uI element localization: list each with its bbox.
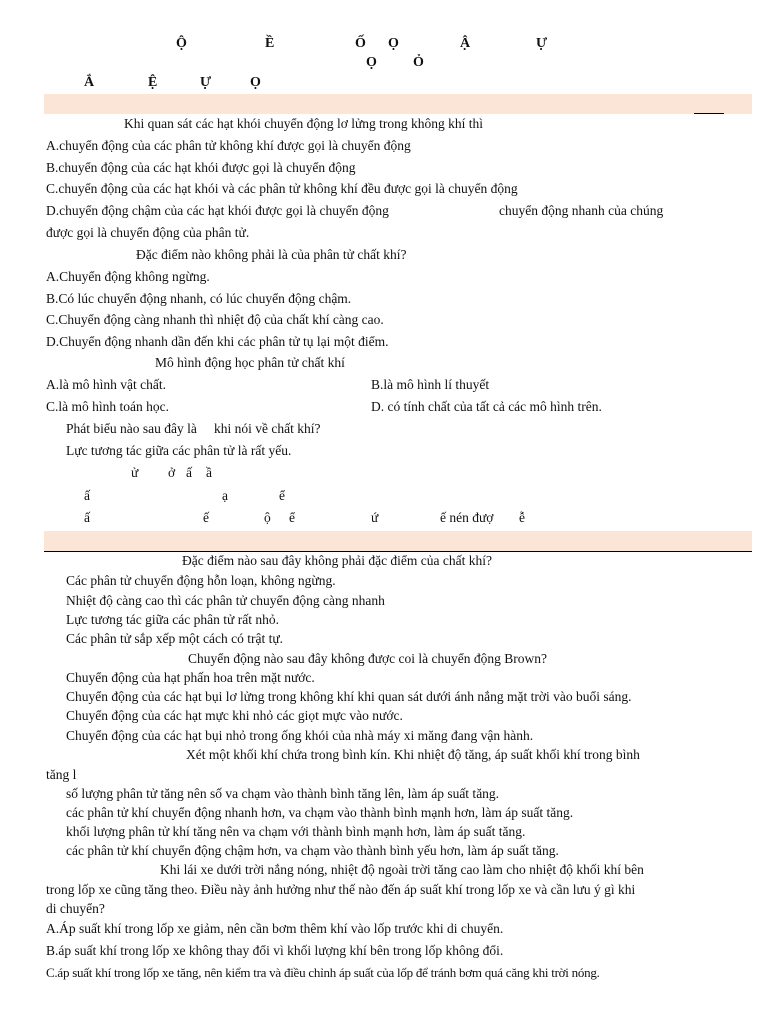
question-stem: trong lốp xe cũng tăng theo. Điều này ảnh hưởng như thế nào đến áp suất khí trong lốp xe và cần lưu ý gì khi: [46, 882, 636, 897]
header-fragment: Ắ: [84, 75, 95, 90]
answer-option: B.Có lúc chuyển động nhanh, có lúc chuyển động chậm.: [46, 291, 352, 306]
header-fragment: Ự: [200, 75, 212, 90]
answer-option: số lượng phân tử tăng nên số va chạm vào thành bình tăng lên, làm áp suất tăng.: [66, 786, 500, 801]
answer-option: Nhiệt độ càng cao thì các phân tử chuyển động càng nhanh: [66, 593, 385, 608]
answer-option: D. có tính chất của tất cả các mô hình trên.: [371, 399, 602, 414]
text-fragment: ể: [279, 488, 285, 503]
text-fragment: ễ: [519, 510, 525, 525]
text-fragment: ấ: [186, 465, 192, 480]
header-fragment: Ệ: [148, 75, 158, 90]
header-fragment: Ộ: [176, 36, 187, 51]
answer-option: chuyển động nhanh của chúng: [499, 203, 664, 218]
answer-option: Chuyển động của các hạt bụi nhỏ trong ống khói của nhà máy xi măng đang vận hành.: [66, 728, 534, 743]
header-fragment: Ự: [536, 36, 548, 51]
answer-option: Các phân tử sắp xếp một cách có trật tự.: [66, 631, 284, 646]
question-stem: Mô hình động học phân tử chất khí: [155, 355, 345, 370]
answer-option: C.áp suất khí trong lốp xe tăng, nên kiểm tra và điều chỉnh áp suất của lốp để tránh bơm quá căng khi trời nóng.: [46, 965, 600, 980]
section-band: [44, 531, 752, 551]
question-stem: Khi lái xe dưới trời nắng nóng, nhiệt độ ngoài trời tăng cao làm cho nhiệt độ khối khí bên: [160, 862, 644, 877]
text-fragment: ấ: [84, 488, 90, 503]
text-fragment: ạ: [222, 488, 228, 503]
question-stem: Khi quan sát các hạt khói chuyển động lơ lửng trong không khí thì: [124, 116, 484, 131]
text-fragment: ộ: [264, 510, 271, 525]
answer-option: B.chuyển động của các hạt khói được gọi là chuyển động: [46, 160, 356, 175]
question-stem: Đặc điểm nào sau đây không phải đặc điểm của chất khí?: [182, 553, 493, 568]
answer-option: B.là mô hình lí thuyết: [371, 377, 490, 392]
question-stem: khi nói về chất khí?: [214, 421, 321, 436]
text-fragment: ế: [203, 510, 209, 525]
answer-option: D.Chuyển động nhanh dần đến khi các phân tử tụ lại một điểm.: [46, 334, 389, 349]
question-stem: Đặc điểm nào không phải là của phân tử chất khí?: [136, 247, 407, 262]
answer-option: C.chuyển động của các hạt khói và các phân tử không khí đều được gọi là chuyển động: [46, 181, 518, 196]
question-stem: Chuyển động nào sau đây không được coi là chuyển động Brown?: [188, 651, 548, 666]
question-stem: Xét một khối khí chứa trong bình kín. Khi nhiệt độ tăng, áp suất khối khí trong bình: [186, 747, 640, 762]
section-band: [44, 94, 752, 114]
answer-option: C.là mô hình toán học.: [46, 399, 169, 414]
answer-option: A.Áp suất khí trong lốp xe giảm, nên cần bơm thêm khí vào lốp trước khi di chuyển.: [46, 921, 504, 936]
answer-option: A.chuyển động của các phân tử không khí được gọi là chuyển động: [46, 138, 411, 153]
text-fragment: ế nén đượ: [440, 510, 494, 525]
text-fragment: ứ: [371, 510, 379, 525]
text-fragment: ể: [289, 510, 295, 525]
text-fragment: ử: [131, 465, 139, 480]
answer-option: C.Chuyển động càng nhanh thì nhiệt độ của chất khí càng cao.: [46, 312, 384, 327]
answer-option: được gọi là chuyển động của phân tử.: [46, 225, 250, 240]
header-fragment: Ố: [355, 36, 366, 51]
answer-option: Chuyển động của các hạt mực khi nhỏ các giọt mực vào nước.: [66, 708, 403, 723]
header-fragment: Ề: [265, 36, 275, 51]
question-stem: di chuyển?: [46, 901, 105, 916]
header-fragment: Ọ: [250, 75, 261, 90]
answer-option: Lực tương tác giữa các phân tử là rất yếu.: [66, 443, 292, 458]
short-rule: [694, 113, 724, 114]
header-fragment: Ậ: [460, 36, 471, 51]
answer-option: Chuyển động của hạt phấn hoa trên mặt nước.: [66, 670, 315, 685]
text-fragment: ấ: [84, 510, 90, 525]
section-rule: [44, 551, 752, 552]
answer-option: A.Chuyển động không ngừng.: [46, 269, 210, 284]
answer-option: A.là mô hình vật chất.: [46, 377, 166, 392]
answer-option: các phân tử khí chuyển động nhanh hơn, va chạm vào thành bình mạnh hơn, làm áp suất tăng.: [66, 805, 574, 820]
answer-option: các phân tử khí chuyển động chậm hơn, va chạm vào thành bình yếu hơn, làm áp suất tăng.: [66, 843, 559, 858]
text-fragment: ở: [168, 465, 176, 480]
text-fragment: ầ: [206, 465, 212, 480]
question-stem: Phát biểu nào sau đây là: [66, 421, 197, 436]
answer-option: Chuyển động của các hạt bụi lơ lửng trong không khí khi quan sát dưới ánh nắng mặt trời vào buổi sáng.: [66, 689, 632, 704]
question-stem: tăng l: [46, 767, 77, 782]
header-fragment: Ỏ: [413, 55, 424, 70]
header-fragment: Ọ: [388, 36, 399, 51]
header-fragment: Ọ: [366, 55, 377, 70]
answer-option: Các phân tử chuyển động hỗn loạn, không ngừng.: [66, 573, 336, 588]
answer-option: Lực tương tác giữa các phân tử rất nhỏ.: [66, 612, 279, 627]
answer-option: khối lượng phân tử khí tăng nên va chạm với thành bình mạnh hơn, làm áp suất tăng.: [66, 824, 526, 839]
answer-option: D.chuyển động chậm của các hạt khói được gọi là chuyển động: [46, 203, 389, 218]
answer-option: B.áp suất khí trong lốp xe không thay đổi vì khối lượng khí bên trong lốp không đổi.: [46, 943, 504, 958]
